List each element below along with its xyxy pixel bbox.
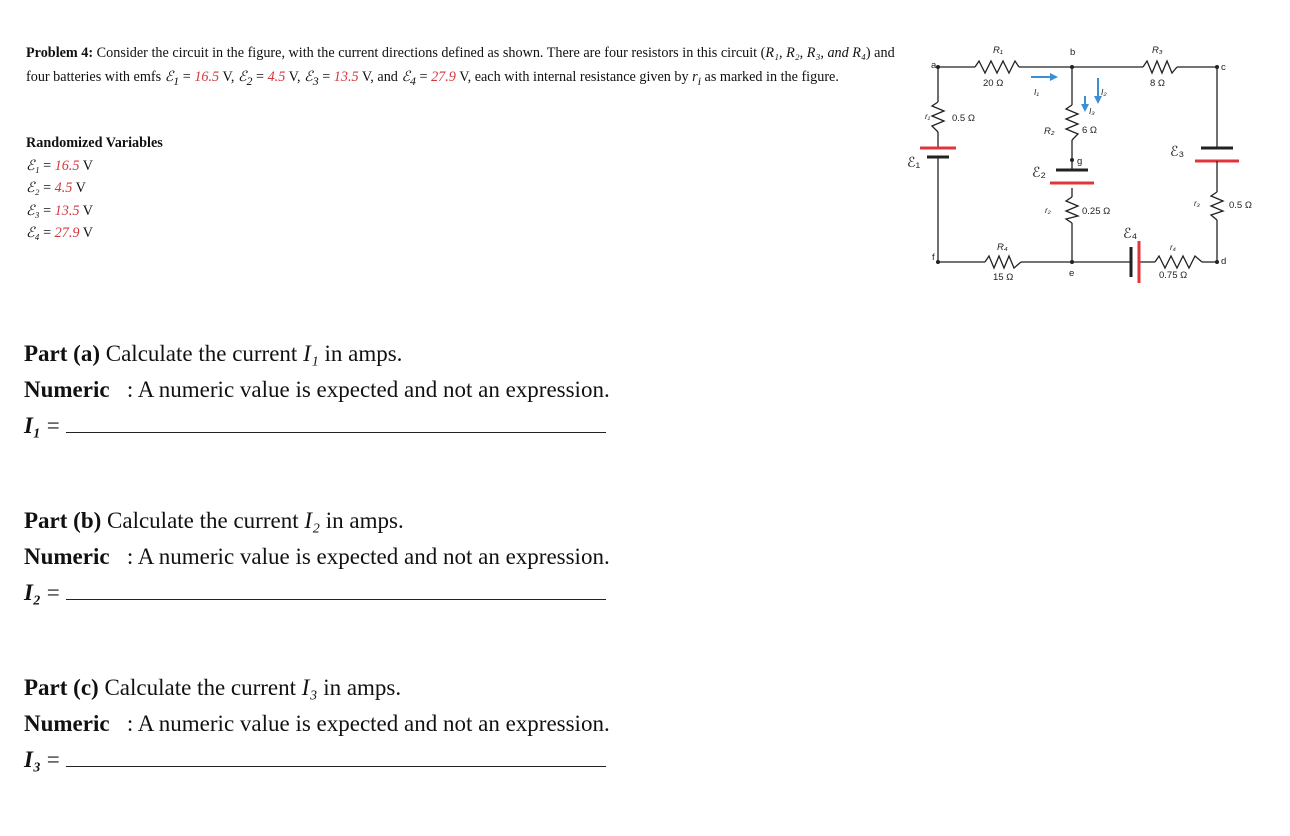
node-d: d xyxy=(1221,256,1227,267)
node-e: e xyxy=(1069,268,1075,279)
node-f: f xyxy=(932,252,935,263)
part-a-label: Part (a) xyxy=(24,341,100,366)
part-b-type-label: Numeric xyxy=(24,544,110,569)
problem-statement: Problem 4: Consider the circuit in the figure, with the current directions defined as shown. There are four resistors in this circuit (R₁, R₂, R₃, and R₄) and four batteries with emfs ℰ$_1$ = 16.5 V, ℰ$_2$ = 4.5 V, ℰ$_3$ = 13.5 V, and ℰ$_4$ = 27.9 V, each with internal resistance given by $r_i$ as marked in the figure. xyxy=(26,45,895,88)
circuit-diagram xyxy=(905,40,1255,290)
answer-field-i3[interactable] xyxy=(66,746,606,767)
r1-name: R₁ xyxy=(993,45,1003,56)
current-i1-arrow xyxy=(1050,73,1058,81)
var-row: ℰ₃ = 13.5 V xyxy=(26,202,94,219)
r2-value: 6 Ω xyxy=(1082,125,1098,136)
part-c: Part (c) Calculate the current I₃ in amps. Numeric : A numeric value is expected and not an expression. I₃ = xyxy=(24,675,610,772)
randomized-variables xyxy=(26,132,163,245)
part-b-label: Part (b) xyxy=(24,508,102,533)
ri1-name: r₁ xyxy=(925,112,931,121)
emf2-value: 4.5 xyxy=(267,68,286,85)
node-a: a xyxy=(931,60,937,71)
ri3-name: r₃ xyxy=(1194,199,1200,208)
part-c-type-label: Numeric xyxy=(24,711,110,736)
answer-field-i1[interactable] xyxy=(66,412,606,433)
problem-resistors: R₁, R₂, R₃, and R₄ xyxy=(765,45,866,61)
ri2-value: 0.25 Ω xyxy=(1082,206,1111,217)
r3-name: R₃ xyxy=(1152,45,1163,56)
problem-intro: Consider the circuit in the figure, with the current directions defined as shown. There are four resistors in this circuit ( xyxy=(96,45,766,61)
emf-e3-label: ℰ₃ xyxy=(1170,143,1185,159)
emf-e2-label: ℰ₂ xyxy=(1032,164,1046,180)
current-i3-label: I₃ xyxy=(1089,106,1095,116)
part-b: Part (b) Calculate the current I₂ in amps. Numeric : A numeric value is expected and not an expression. I₂ = xyxy=(24,508,610,605)
ri4-name: r₄ xyxy=(1170,243,1176,252)
current-i2-arrow xyxy=(1094,96,1102,104)
ri2-name: r₂ xyxy=(1045,206,1051,215)
part-c-label: Part (c) xyxy=(24,675,99,700)
r4-value: 15 Ω xyxy=(993,272,1014,283)
problem-label: Problem 4: xyxy=(26,45,94,61)
answer-field-i2[interactable] xyxy=(66,579,606,600)
current-i1-label: I₁ xyxy=(1034,87,1040,97)
problem-end2: as marked in the figure. xyxy=(704,68,839,85)
current-i2-label: I₂ xyxy=(1101,87,1107,97)
var-row: ℰ₂ = 4.5 V xyxy=(26,180,86,196)
part-a: Part (a) Calculate the current I₁ in amps. Numeric : A numeric value is expected and not an expression. I₁ = xyxy=(24,341,610,438)
ri3-value: 0.5 Ω xyxy=(1229,200,1252,211)
problem-mid: ) and four batteries with emfs xyxy=(26,45,895,85)
ri1-value: 0.5 Ω xyxy=(952,113,975,124)
emf4-value: 27.9 xyxy=(431,68,456,85)
current-i3-arrow xyxy=(1081,104,1089,112)
emf-e1-label: ℰ₁ xyxy=(907,154,921,170)
r1-value: 20 Ω xyxy=(983,78,1004,89)
node-c: c xyxy=(1221,62,1226,73)
randomized-header: Randomized Variables xyxy=(26,135,163,151)
emf-e4-label: ℰ₄ xyxy=(1123,225,1138,241)
node-b: b xyxy=(1070,47,1076,58)
node-g: g xyxy=(1077,156,1083,167)
var-row: ℰ₄ = 27.9 V xyxy=(26,225,94,241)
r4-name: R₄ xyxy=(997,242,1008,253)
emf1-value: 16.5 xyxy=(194,68,220,85)
part-a-type-label: Numeric xyxy=(24,377,110,402)
problem-end: , each with internal resistance given by xyxy=(467,68,689,85)
r2-name: R₂ xyxy=(1044,126,1055,137)
var-row: ℰ₁ = 16.5 V xyxy=(26,157,94,174)
emf3-value: 13.5 xyxy=(333,68,359,85)
ri4-value: 0.75 Ω xyxy=(1159,270,1188,281)
r3-value: 8 Ω xyxy=(1150,78,1166,89)
